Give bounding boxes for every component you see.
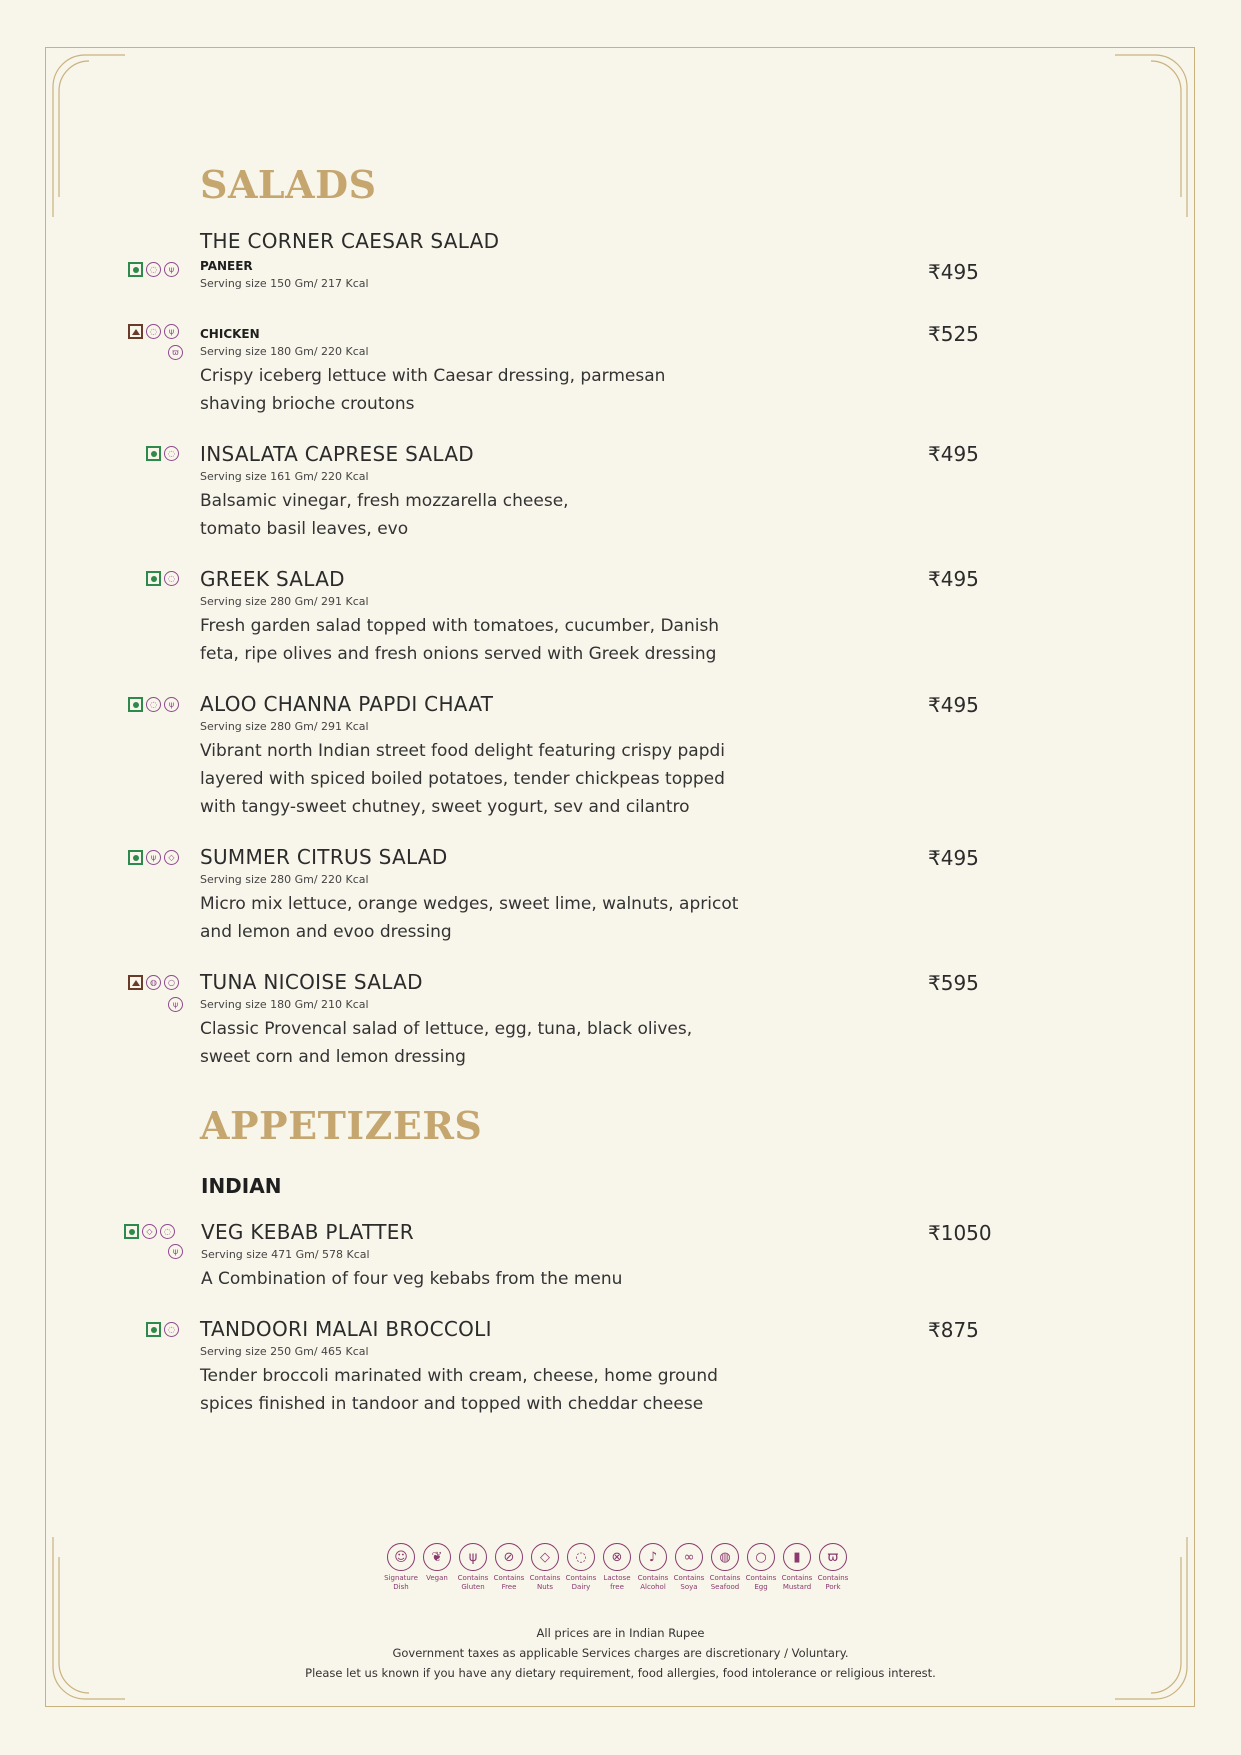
item-name: TANDOORI MALAI BROCCOLI bbox=[200, 1317, 492, 1341]
item-name: INSALATA CAPRESE SALAD bbox=[200, 442, 475, 466]
legend-label: Contains Seafood bbox=[709, 1574, 741, 1591]
gluten-icon: ψ bbox=[168, 1244, 183, 1259]
item-description: Fresh garden salad topped with tomatoes, cucumber, Danish feta, ripe olives and fresh onions served with Greek dressing bbox=[200, 616, 720, 664]
nuts-icon: ◇ bbox=[531, 1543, 559, 1571]
mustard-icon: ▮ bbox=[783, 1543, 811, 1571]
legend-label: Contains Pork bbox=[817, 1574, 849, 1591]
legend-item bbox=[530, 1543, 560, 1592]
item-price: ₹495 bbox=[928, 260, 979, 284]
legend-label: Signature Dish bbox=[384, 1574, 418, 1591]
legend-item bbox=[674, 1543, 704, 1592]
diet-icons bbox=[168, 1244, 183, 1259]
item-variant: CHICKEN bbox=[200, 327, 260, 341]
veg-icon bbox=[146, 571, 161, 586]
item-description: Balsamic vinegar, fresh mozzarella cheese, tomato basil leaves, evo bbox=[200, 491, 569, 539]
veg-icon bbox=[128, 262, 143, 277]
pork-icon: ϖ bbox=[168, 345, 183, 360]
item-variant: PANEER bbox=[200, 259, 253, 273]
veg-icon bbox=[146, 1322, 161, 1337]
menu-item-insalata-caprese bbox=[200, 441, 760, 543]
item-name: SUMMER CITRUS SALAD bbox=[200, 845, 448, 869]
item-serving: Serving size 250 Gm/ 465 Kcal bbox=[200, 1345, 369, 1358]
item-description: A Combination of four veg kebabs from the menu bbox=[201, 1269, 623, 1289]
nonveg-icon bbox=[128, 324, 143, 339]
legend-item bbox=[746, 1543, 776, 1592]
item-serving: Serving size 150 Gm/ 217 Kcal bbox=[200, 277, 369, 290]
item-price: ₹525 bbox=[928, 322, 979, 346]
menu-item-greek-salad bbox=[200, 566, 760, 668]
diet-icons bbox=[124, 1224, 175, 1239]
egg-icon: ○ bbox=[164, 975, 179, 990]
item-name: VEG KEBAB PLATTER bbox=[201, 1220, 414, 1244]
legend-label: Contains Mustard bbox=[781, 1574, 813, 1591]
menu-item-summer-citrus-salad bbox=[200, 844, 760, 946]
veg-icon bbox=[146, 446, 161, 461]
diet-icons bbox=[146, 446, 179, 461]
item-description: Tender broccoli marinated with cream, cheese, home ground spices finished in tandoor and topped with cheddar cheese bbox=[200, 1366, 718, 1414]
dairy-icon: ◌ bbox=[146, 324, 161, 339]
allergen-legend bbox=[386, 1543, 848, 1592]
menu-item-caesar-chicken bbox=[200, 322, 760, 418]
dairy-icon: ◌ bbox=[146, 262, 161, 277]
alcohol-icon: ♪ bbox=[639, 1543, 667, 1571]
section-title-salads: SALADS bbox=[200, 162, 377, 207]
item-name: TUNA NICOISE SALAD bbox=[200, 970, 423, 994]
footer-notes bbox=[0, 1623, 1241, 1683]
item-description: Crispy iceberg lettuce with Caesar dressing, parmesan shaving brioche croutons bbox=[200, 366, 666, 414]
item-serving: Serving size 471 Gm/ 578 Kcal bbox=[201, 1248, 370, 1261]
gluten-icon: ψ bbox=[164, 697, 179, 712]
gluten-icon: ψ bbox=[459, 1543, 487, 1571]
legend-label: Contains Gluten bbox=[457, 1574, 489, 1591]
gluten-icon: ψ bbox=[164, 262, 179, 277]
item-price: ₹495 bbox=[928, 567, 979, 591]
legend-item bbox=[638, 1543, 668, 1592]
legend-label: Contains Free bbox=[493, 1574, 525, 1591]
signature-icon: ☺ bbox=[387, 1543, 415, 1571]
legend-item bbox=[566, 1543, 596, 1592]
lactose-free-icon: ⊗ bbox=[603, 1543, 631, 1571]
item-price: ₹875 bbox=[928, 1318, 979, 1342]
legend-label: Contains Nuts bbox=[529, 1574, 561, 1591]
legend-label: Vegan bbox=[426, 1574, 448, 1582]
item-price: ₹495 bbox=[928, 693, 979, 717]
corner-ornament-top-right bbox=[1115, 47, 1195, 217]
corner-ornament-top-left bbox=[45, 47, 125, 217]
legend-label: Contains Dairy bbox=[565, 1574, 597, 1591]
legend-item bbox=[602, 1543, 632, 1592]
item-price: ₹595 bbox=[928, 971, 979, 995]
pork-icon: ϖ bbox=[819, 1543, 847, 1571]
diet-icons bbox=[146, 1322, 179, 1337]
soya-icon: ∞ bbox=[675, 1543, 703, 1571]
item-price: ₹495 bbox=[928, 846, 979, 870]
diet-icons bbox=[128, 975, 179, 990]
dairy-icon: ◌ bbox=[164, 1322, 179, 1337]
diet-icons bbox=[168, 997, 183, 1012]
item-serving: Serving size 280 Gm/ 220 Kcal bbox=[200, 873, 369, 886]
veg-icon bbox=[128, 697, 143, 712]
menu-item-tandoori-malai-broccoli bbox=[200, 1316, 760, 1418]
legend-label: Contains Egg bbox=[745, 1574, 777, 1591]
menu-item-aloo-channa-papdi-chaat bbox=[200, 691, 760, 821]
seafood-icon: ◍ bbox=[146, 975, 161, 990]
footer-currency-note: All prices are in Indian Rupee bbox=[536, 1626, 705, 1640]
item-description: Classic Provencal salad of lettuce, egg, tuna, black olives, sweet corn and lemon dressing bbox=[200, 1019, 693, 1067]
dairy-icon: ◌ bbox=[146, 697, 161, 712]
item-name: THE CORNER CAESAR SALAD bbox=[200, 229, 500, 253]
nuts-icon: ◇ bbox=[164, 850, 179, 865]
seafood-icon: ◍ bbox=[711, 1543, 739, 1571]
legend-item bbox=[386, 1543, 416, 1592]
legend-item bbox=[422, 1543, 452, 1592]
diet-icons bbox=[168, 345, 183, 360]
menu-item-caesar-paneer bbox=[200, 228, 760, 292]
menu-item-veg-kebab-platter bbox=[201, 1219, 761, 1293]
item-name: ALOO CHANNA PAPDI CHAAT bbox=[200, 692, 494, 716]
vegan-leaf-icon: ❦ bbox=[423, 1543, 451, 1571]
legend-item bbox=[494, 1543, 524, 1592]
diet-icons bbox=[128, 850, 179, 865]
legend-label: Lactose free bbox=[603, 1574, 631, 1591]
item-price: ₹1050 bbox=[928, 1221, 992, 1245]
dairy-icon: ◌ bbox=[160, 1224, 175, 1239]
nuts-icon: ◇ bbox=[142, 1224, 157, 1239]
footer-tax-note: Government taxes as applicable Services charges are discretionary / Voluntary. bbox=[392, 1646, 849, 1660]
veg-icon bbox=[128, 850, 143, 865]
item-description: Micro mix lettuce, orange wedges, sweet lime, walnuts, apricot and lemon and evoo dressing bbox=[200, 894, 739, 942]
item-serving: Serving size 180 Gm/ 210 Kcal bbox=[200, 998, 369, 1011]
gluten-free-icon: ⊘ bbox=[495, 1543, 523, 1571]
veg-icon bbox=[124, 1224, 139, 1239]
nonveg-icon bbox=[128, 975, 143, 990]
item-serving: Serving size 180 Gm/ 220 Kcal bbox=[200, 345, 369, 358]
legend-item bbox=[782, 1543, 812, 1592]
dairy-icon: ◌ bbox=[567, 1543, 595, 1571]
legend-item bbox=[458, 1543, 488, 1592]
dairy-icon: ◌ bbox=[164, 446, 179, 461]
section-title-appetizers: APPETIZERS bbox=[200, 1103, 483, 1148]
item-name: GREEK SALAD bbox=[200, 567, 345, 591]
item-description: Vibrant north Indian street food delight featuring crispy papdi layered with spiced boiled potatoes, tender chickpeas topped with tangy-sweet chutney, sweet yogurt, sev and cilantro bbox=[200, 741, 726, 817]
dairy-icon: ◌ bbox=[164, 571, 179, 586]
diet-icons bbox=[128, 697, 179, 712]
diet-icons bbox=[128, 262, 179, 277]
item-serving: Serving size 280 Gm/ 291 Kcal bbox=[200, 720, 369, 733]
menu-item-tuna-nicoise-salad bbox=[200, 969, 760, 1071]
diet-icons bbox=[128, 324, 179, 339]
legend-item bbox=[710, 1543, 740, 1592]
footer-dietary-note: Please let us known if you have any dietary requirement, food allergies, food intolerance or religious interest. bbox=[305, 1666, 936, 1680]
gluten-icon: ψ bbox=[164, 324, 179, 339]
subsection-title-indian: INDIAN bbox=[201, 1174, 282, 1198]
item-serving: Serving size 161 Gm/ 220 Kcal bbox=[200, 470, 369, 483]
legend-label: Contains Alcohol bbox=[637, 1574, 669, 1591]
egg-icon: ○ bbox=[747, 1543, 775, 1571]
diet-icons bbox=[146, 571, 179, 586]
gluten-icon: ψ bbox=[168, 997, 183, 1012]
legend-label: Contains Soya bbox=[673, 1574, 705, 1591]
gluten-icon: ψ bbox=[146, 850, 161, 865]
item-price: ₹495 bbox=[928, 442, 979, 466]
legend-item bbox=[818, 1543, 848, 1592]
item-serving: Serving size 280 Gm/ 291 Kcal bbox=[200, 595, 369, 608]
